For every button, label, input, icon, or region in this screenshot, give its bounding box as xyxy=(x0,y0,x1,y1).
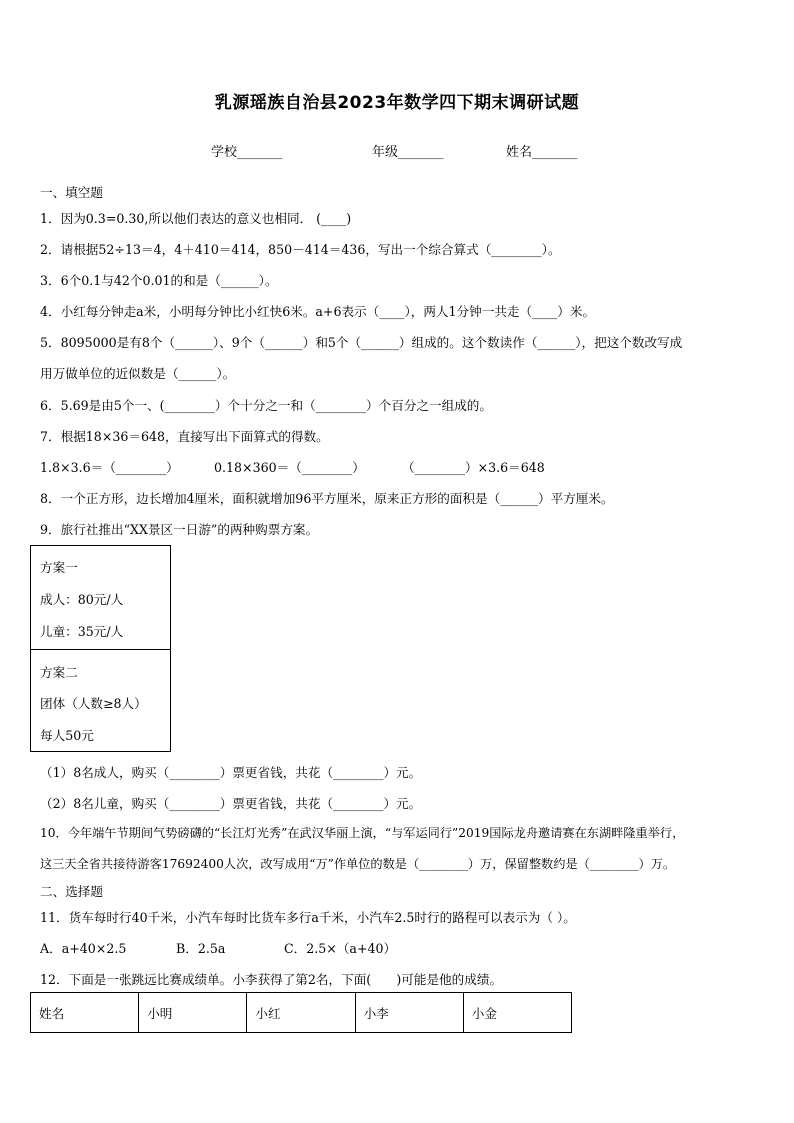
question-6: 6．5.69是由5个一、(________）个十分之一和（________）个百分之一组成的。 xyxy=(40,398,492,413)
question-7: 7．根据18×36＝648，直接写出下面算式的得数。 xyxy=(40,429,329,444)
plan-divider xyxy=(31,649,170,650)
question-1: 1．因为0.3=0.30,所以他们表达的意义也相同． (____) xyxy=(40,211,352,226)
table-cell-xiaoli: 小李 xyxy=(355,993,463,1033)
name-field: 姓名_______ xyxy=(506,145,578,160)
school-field: 学校_______ xyxy=(211,145,283,160)
question-11: 11．货车每时行40千米，小汽车每时比货车多行a千米，小汽车2.5时行的路程可以表示为（ ）。 xyxy=(40,910,576,925)
ticket-plans-box xyxy=(30,545,171,752)
table-cell-xiaojin: 小金 xyxy=(463,993,571,1033)
question-4: 4．小红每分钟走a米，小明每分钟比小红快6米。a+6表示（____），两人1分钟一共走（____）米。 xyxy=(40,304,596,319)
option-a: A．a+40×2.5 xyxy=(40,941,127,956)
table-cell-name-header: 姓名 xyxy=(31,993,139,1033)
page-title: 乳源瑶族自治县2023年数学四下期末调研试题 xyxy=(214,93,580,113)
question-9-part-2: （2）8名儿童，购买（________）票更省钱，共花（________）元。 xyxy=(40,796,422,811)
question-11-options xyxy=(40,938,396,957)
option-c: C．2.5×（a+40） xyxy=(284,941,397,956)
question-8: 8．一个正方形，边长增加4厘米，面积就增加96平方厘米，原来正方形的面积是（______）平方厘米。 xyxy=(40,491,614,506)
section-fill-blank: 一、填空题 xyxy=(40,185,103,200)
plan-1-adult-price: 成人：80元/人 xyxy=(40,592,124,607)
question-5-line-2: 用万做单位的近似数是（______）。 xyxy=(40,366,236,381)
question-3: 3．6个0.1与42个0.01的和是（______）。 xyxy=(40,273,278,288)
long-jump-score-table xyxy=(30,992,572,1033)
question-5-line-1: 5．8095000是有8个（______）、9个（______）和5个（______）组成的。这个数读作（______），把这个数改写成 xyxy=(40,335,683,350)
question-12: 12．下面是一张跳远比赛成绩单。小李获得了第2名，下面( )可能是他的成绩。 xyxy=(40,972,503,987)
plan-1-child-price: 儿童：35元/人 xyxy=(40,624,124,639)
question-7-c: （________）×3.6＝648 xyxy=(402,460,545,475)
question-7-a: 1.8×3.6＝（________） xyxy=(40,460,179,475)
plan-2-price: 每人50元 xyxy=(40,728,94,743)
table-cell-xiaohong: 小红 xyxy=(247,993,355,1033)
question-10-line-1: 10．今年端午节期间气势磅礴的“长江灯光秀”在武汉华丽上演，“与军运同行”2019国际龙舟邀请赛在东湖畔隆重举行， xyxy=(40,826,685,840)
plan-1-title: 方案一 xyxy=(40,560,78,575)
question-9-part-1: （1）8名成人，购买（________）票更省钱，共花（________）元。 xyxy=(40,765,422,780)
table-row xyxy=(31,993,572,1033)
plan-2-title: 方案二 xyxy=(40,665,78,680)
grade-field: 年级_______ xyxy=(372,145,444,160)
question-9: 9．旅行社推出“XX景区一日游”的两种购票方案。 xyxy=(40,522,319,537)
question-2: 2．请根据52÷13＝4，4＋410＝414，850－414＝436，写出一个综合算式（________）。 xyxy=(40,242,561,257)
plan-2-group-rule: 团体（人数≥8人） xyxy=(40,696,147,711)
option-b: B．2.5a xyxy=(176,941,226,956)
section-multiple-choice: 二、选择题 xyxy=(40,884,103,899)
table-cell-xiaoming: 小明 xyxy=(139,993,247,1033)
question-7-b: 0.18×360＝（________） xyxy=(214,460,365,475)
question-10-line-2: 这三天全省共接待游客17692400人次，改写成用“万”作单位的数是（________）万，保留整数约是（________）万。 xyxy=(40,857,676,871)
